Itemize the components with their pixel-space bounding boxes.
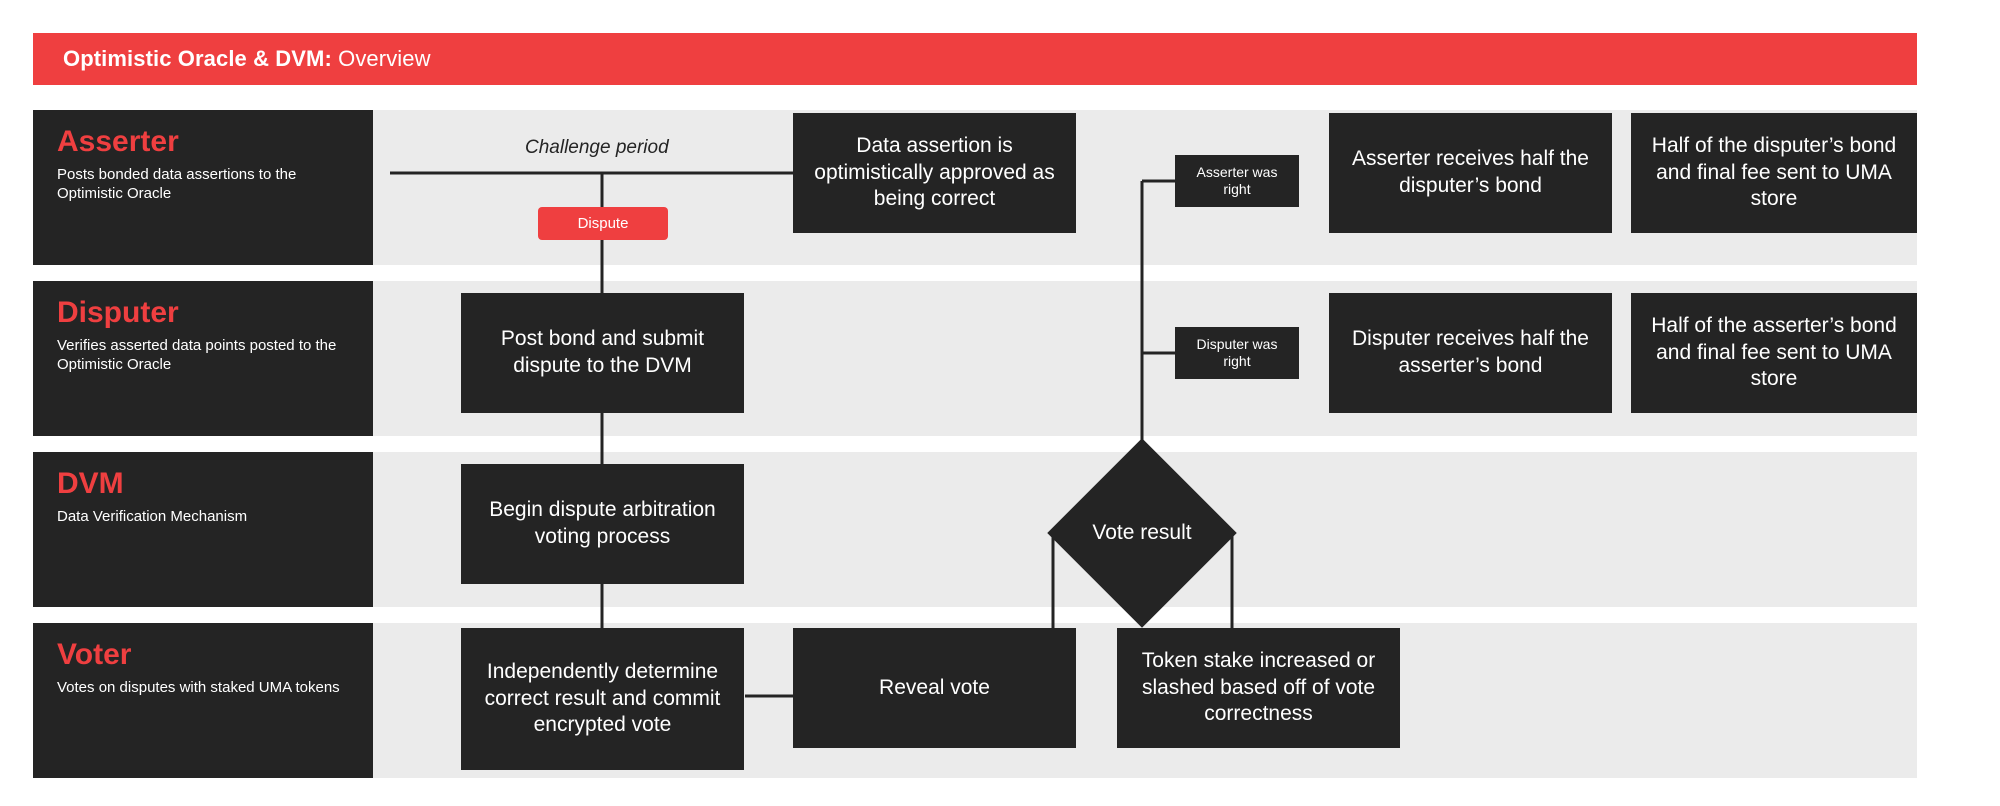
node-half-disputer-bond-to-uma: Half of the disputer’s bond and final fee sent to UMA store <box>1631 113 1917 233</box>
lane-desc-voter: Votes on disputes with staked UMA tokens <box>57 678 340 696</box>
lane-desc-asserter: Posts bonded data assertions to the Optimistic Oracle <box>57 165 297 203</box>
lane-label-asserter <box>33 110 373 265</box>
node-commit-encrypted-vote: Independently determine correct result and commit encrypted vote <box>461 628 744 770</box>
header-title-rest: Overview <box>331 46 431 71</box>
node-token-stake-adjustment: Token stake increased or slashed based off of vote correctness <box>1117 628 1400 748</box>
node-assertion-approved: Data assertion is optimistically approved as being correct <box>793 113 1076 233</box>
lane-label-voter <box>33 623 373 778</box>
node-begin-arbitration: Begin dispute arbitration voting process <box>461 464 744 584</box>
lane-title-disputer: Disputer <box>57 296 179 329</box>
lane-desc-disputer: Verifies asserted data points posted to the Optimistic Oracle <box>57 336 337 374</box>
node-post-bond-submit-dispute: Post bond and submit dispute to the DVM <box>461 293 744 413</box>
header-title <box>63 46 431 72</box>
node-reveal-vote: Reveal vote <box>793 628 1076 748</box>
node-disputer-receives-half: Disputer receives half the asserter’s bond <box>1329 293 1612 413</box>
lane-desc-dvm: Data Verification Mechanism <box>57 507 248 525</box>
lane-label-dvm <box>33 452 373 607</box>
node-half-asserter-bond-to-uma: Half of the asserter’s bond and final fee sent to UMA store <box>1631 293 1917 413</box>
lane-title-asserter: Asserter <box>57 125 179 158</box>
decision-vote-result-label: Vote result <box>1092 521 1192 545</box>
header-title-bold: Optimistic Oracle & DVM: <box>63 46 332 71</box>
lane-label-disputer <box>33 281 373 436</box>
node-asserter-was-right: Asserter was right <box>1175 155 1299 207</box>
lane-title-voter: Voter <box>57 638 132 671</box>
caption-challenge-period: Challenge period <box>525 137 669 158</box>
lane-title-dvm: DVM <box>57 467 124 500</box>
node-asserter-receives-half: Asserter receives half the disputer’s bond <box>1329 113 1612 233</box>
diagram-header <box>33 33 1917 85</box>
node-disputer-was-right: Disputer was right <box>1175 327 1299 379</box>
pill-dispute[interactable]: Dispute <box>538 207 668 240</box>
